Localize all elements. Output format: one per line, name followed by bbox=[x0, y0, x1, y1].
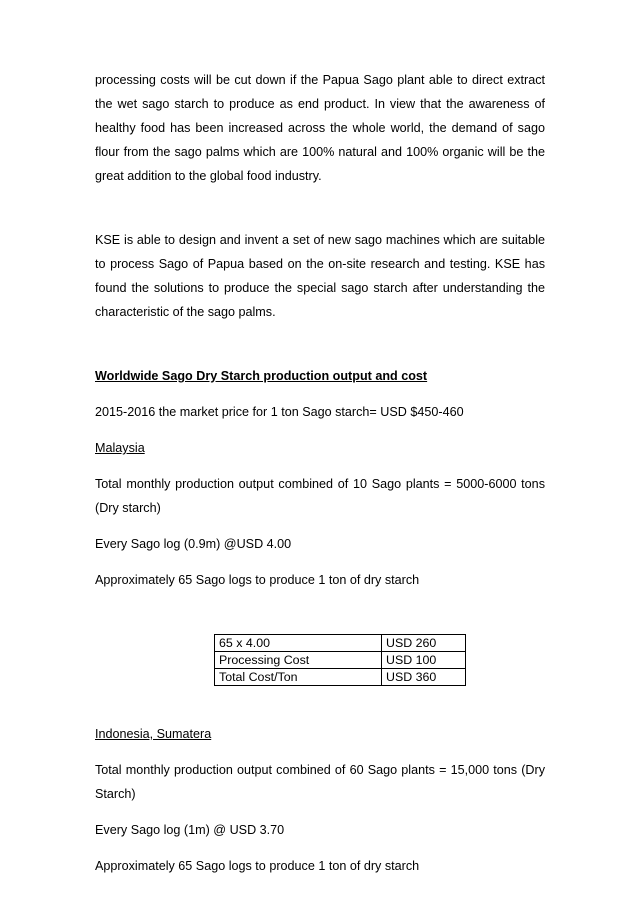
indonesia-heading: Indonesia, Sumatera bbox=[95, 727, 212, 741]
intro-paragraph: processing costs will be cut down if the Papua Sago plant able to direct extract the wet sago starch to produce as end product. In view that the awareness of healthy food has been increased across the whole world, the demand of sago flour from the sago palms which are 100% natural and 100% organic will be the great addition to the global food industry. bbox=[95, 73, 545, 183]
kse-paragraph: KSE is able to design and invent a set of new sago machines which are suitable to process Sago of Papua based on the on-site research and testing. KSE has found the solutions to produce the special sago starch after understanding the characteristic of the sago palms. bbox=[95, 233, 545, 319]
malaysia-log-price-text: Every Sago log (0.9m) @USD 4.00 bbox=[95, 537, 292, 551]
table-cell-item: Total Cost/Ton bbox=[215, 669, 382, 686]
indonesia-logs-per-ton-text: Approximately 65 Sago logs to produce 1 ton of dry starch bbox=[95, 859, 420, 873]
cost-table bbox=[214, 634, 466, 686]
malaysia-output-text: Total monthly production output combined of 10 Sago plants = 5000-6000 tons (Dry starch) bbox=[95, 477, 545, 515]
table-row bbox=[215, 635, 466, 652]
indonesia-log-price-text: Every Sago log (1m) @ USD 3.70 bbox=[95, 823, 285, 837]
table-row bbox=[215, 652, 466, 669]
document-page bbox=[95, 68, 545, 878]
table-row bbox=[215, 669, 466, 686]
table-cell-value: USD 360 bbox=[382, 669, 466, 686]
malaysia-logs-per-ton-text: Approximately 65 Sago logs to produce 1 ton of dry starch bbox=[95, 573, 420, 587]
table-cell-item: 65 x 4.00 bbox=[215, 635, 382, 652]
indonesia-output-text: Total monthly production output combined of 60 Sago plants = 15,000 tons (Dry Starch) bbox=[95, 763, 545, 801]
section-heading: Worldwide Sago Dry Starch production output and cost bbox=[95, 369, 428, 383]
malaysia-heading: Malaysia bbox=[95, 441, 145, 455]
table-cell-item: Processing Cost bbox=[215, 652, 382, 669]
table-cell-value: USD 100 bbox=[382, 652, 466, 669]
market-price-text: 2015-2016 the market price for 1 ton Sago starch= USD $450-460 bbox=[95, 405, 464, 419]
table-cell-value: USD 260 bbox=[382, 635, 466, 652]
